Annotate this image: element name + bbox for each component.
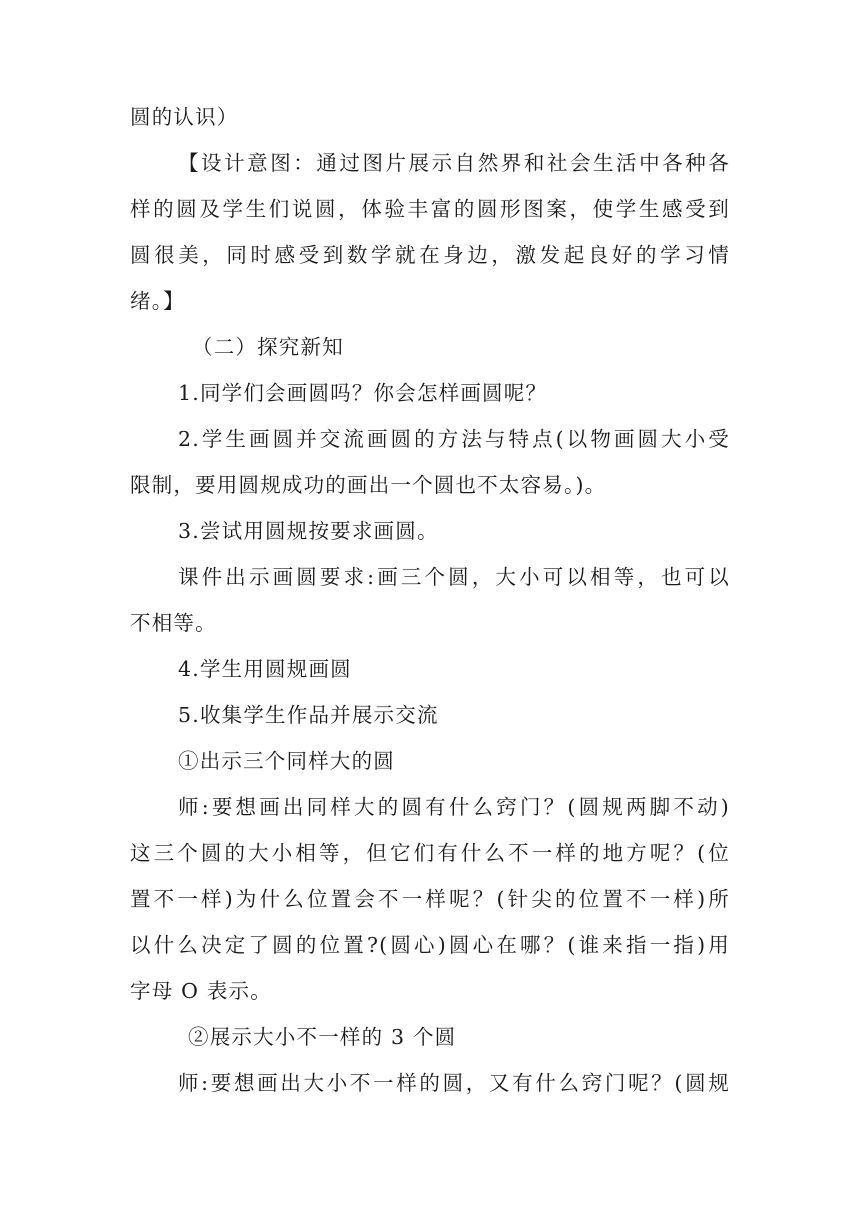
text-line: 圆的认识） [130, 105, 239, 129]
text-line: 不相等。 [130, 611, 217, 635]
text-line: 师:要想画出同样大的圆有什么窍门？(圆规两脚不动) [178, 795, 730, 819]
text-line: 限制，要用圆规成功的画出一个圆也不太容易。)。 [130, 473, 607, 497]
text-line: 师:要想画出大小不一样的圆，又有什么窍门呢？(圆规 [178, 1071, 730, 1095]
text-line: 圆很美，同时感受到数学就在身边，激发起良好的学习情 [130, 243, 730, 267]
text-line: 1.同学们会画圆吗？你会怎样画圆呢？ [178, 381, 548, 405]
text-line: 课件出示画圆要求:画三个圆，大小可以相等，也可以 [178, 565, 730, 589]
text-line: 样的圆及学生们说圆，体验丰富的圆形图案，使学生感受到 [130, 197, 730, 221]
document-page [130, 103, 730, 1115]
text-line: 5.收集学生作品并展示交流 [178, 703, 439, 727]
text-line: 2.学生画圆并交流画圆的方法与特点(以物画圆大小受 [178, 427, 730, 451]
text-line: 字母 O 表示。 [130, 979, 272, 1003]
text-line: 以什么决定了圆的位置?(圆心)圆心在哪？(谁来指一指)用 [130, 933, 730, 957]
section-heading: （二）探究新知 [192, 335, 344, 359]
text-line: 置不一样)为什么位置会不一样呢？(针尖的位置不一样)所 [130, 887, 730, 911]
text-line: 这三个圆的大小相等，但它们有什么不一样的地方呢？(位 [130, 841, 730, 865]
text-line: 3.尝试用圆规按要求画圆。 [178, 519, 439, 543]
design-intent-line: 【设计意图：通过图片展示自然界和社会生活中各种各 [178, 151, 730, 175]
text-line: 4.学生用圆规画圆 [178, 657, 352, 681]
text-line: ②展示大小不一样的 3 个圆 [188, 1025, 457, 1049]
text-line: 绪。】 [130, 289, 185, 313]
text-line: ①出示三个同样大的圆 [178, 749, 395, 773]
